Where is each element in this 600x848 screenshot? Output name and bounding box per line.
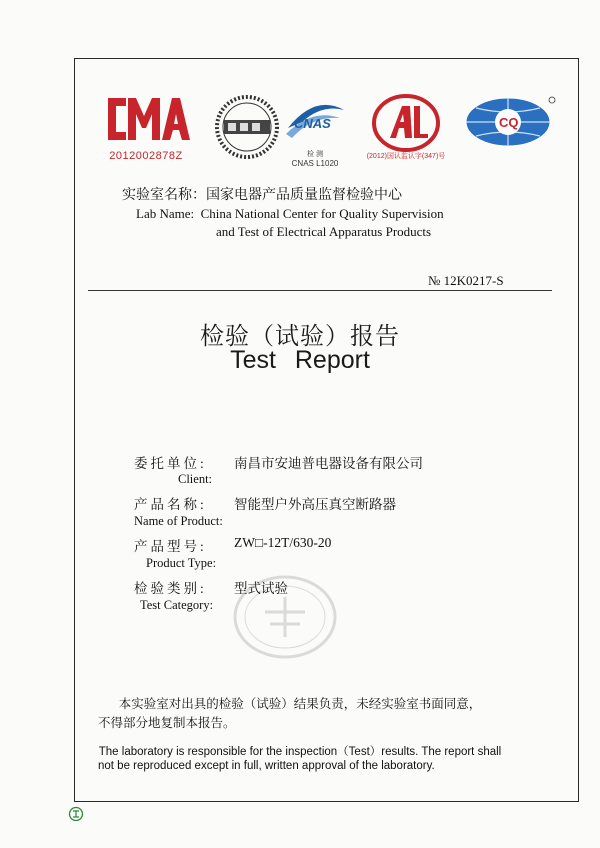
cal-logo	[372, 94, 440, 152]
report-number: № 12K0217-S	[428, 273, 504, 288]
title-en: Test Report	[230, 346, 370, 374]
stamp-seal	[230, 572, 340, 662]
lab-name-en-line2: and Test of Electrical Apparatus Products	[216, 224, 432, 239]
statement-en-line1: The laboratory is responsible for the inspection（Test）results. The report shall	[98, 746, 502, 758]
title-cn: 检验（试验）报告	[200, 323, 400, 350]
ecology-mark-icon	[68, 806, 84, 822]
test-category-label-cn: 检验类别:	[134, 581, 207, 596]
product-name-value: 智能型户外高压真空断路器	[234, 497, 396, 512]
product-type-label-cn: 产品型号:	[134, 539, 207, 554]
client-value: 南昌市安迪普电器设备有限公司	[234, 456, 423, 471]
statement-en-line2: not be reproduced except in full, written approval of the laboratory.	[98, 760, 435, 772]
cma-code: 2012002878Z	[109, 150, 183, 162]
svg-text:CNAS: CNAS	[294, 116, 331, 131]
cqc-logo	[462, 94, 558, 150]
cnas-logo	[282, 98, 348, 150]
cal-caption: (2012)国认监认字(347)号	[366, 153, 446, 160]
lab-name-cn: 实验室名称：国家电器产品质量监督检验中心	[122, 186, 402, 202]
document-border	[74, 58, 579, 802]
product-type-label-en: Product Type:	[146, 556, 217, 570]
client-label-en: Client:	[178, 472, 213, 486]
cnas-caption	[282, 150, 348, 168]
product-type-value: ZW□-12T/630-20	[234, 535, 332, 550]
statement-cn-line1: 本实验室对出具的检验（试验）结果负责，未经实验室书面同意，	[118, 697, 482, 711]
product-name-label-cn: 产品名称:	[134, 497, 207, 512]
lab-name-en-line1: Lab Name: China National Center for Quality Supervision	[136, 206, 444, 221]
client-label-cn: 委托单位:	[134, 456, 207, 471]
cnas-caption-cn: 检 测	[307, 151, 323, 158]
product-name-label-en: Name of Product:	[134, 514, 223, 528]
svg-text:CQ: CQ	[499, 115, 519, 130]
test-category-value: 型式试验	[234, 581, 288, 596]
test-category-label-en: Test Category:	[140, 598, 214, 612]
cnas-caption-code: CNAS L1020	[291, 159, 339, 168]
cma-logo	[98, 90, 194, 148]
statement-cn-line2: 不得部分地复制本报告。	[98, 716, 236, 730]
header-divider	[88, 290, 552, 291]
cal-seal-logo	[214, 94, 280, 160]
